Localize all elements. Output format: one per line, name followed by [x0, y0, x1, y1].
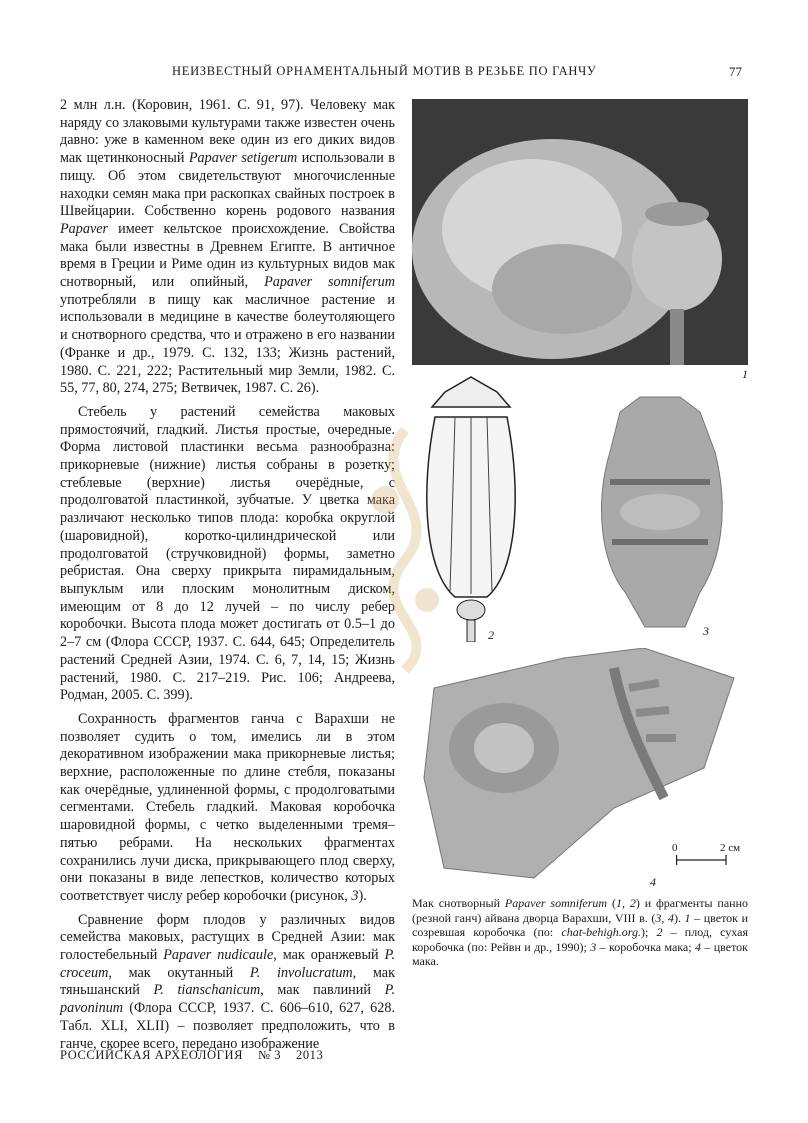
scale-zero: 0	[672, 842, 678, 854]
figure-1-poppy-photo	[412, 99, 748, 365]
figure-2-capsule-drawing	[415, 372, 527, 642]
paragraph-2: Стебель у растений семейства маковых прямостоячий, гладкий. Листья простые, очередные. Форма листовой пластинки весьма разнообразна: прикорневые (нижние) листья собраны в розетку; стеблевые (верхние) листья очерёдные, с продолговатой пластинкой, зубчатые. У цветка мака различают несколько типов плода: коробка округлой (шаровидной), коротко-цилиндрической или продолговатой (стручковидной) формы, заметно ребристая. Она сверху прикрыта пирамидальным, выпуклым или плоским монолитным диском, имеющим от 8 до 12 лучей – по числу ребер коробочки. Высота плода может достигать от 0.5–1 до 2–7 см (Флора СССР, 1937. С. 644, 645; Определитель растений Средней Азии, 1974. С. 6, 7, 14, 15; Жизнь растений, 1980. С. 217–219. Рис. 106; Андреева, Родман, 2005. С. 399).	[60, 403, 395, 704]
scale-line	[676, 855, 728, 865]
paragraph-3: Сохранность фрагментов ганча с Варахши не позволяет судить о том, имелись ли в этом декоративном изображении мака прикорневые листья; верхние, расположенные по длине стебля, показаны как очерёдные, удлиненной формы, с продолговатыми сегментами. Стебель гладкий. Маковая коробочка шаровидной формы, с четко выделенными тремя–пятью ребрами. На нескольких фрагментах сохранились лучи диска, прикрывающего плод сверху, они показаны в виде лепестков, количество которых соответствует числу ребер коробочки (рисунок, 3).	[60, 710, 395, 904]
paragraph-4: Сравнение форм плодов у различных видов семейства маковых, растущих в Средней Азии: мак голостебельный Papaver nudicaule, мак оранжевый P. croceum, мак окутанный P. involucratum, мак тяньшанский P. tianschanicum, мак павлиний P. pavoninum (Флора СССР, 1937. С. 606–610, 627, 628. Табл. XLI, XLII) – позволяет предположить, что в ганче, скорее всего, передано изображение	[60, 911, 395, 1052]
figure-label-1: 1	[742, 367, 748, 381]
journal-issue: № 3	[257, 1048, 282, 1062]
figure-label-3: 3	[703, 624, 709, 638]
page-number: 77	[729, 64, 742, 79]
running-header	[60, 64, 750, 82]
scale-bar	[672, 842, 756, 875]
figure-caption: Мак снотворный Papaver somniferum (1, 2) и фрагменты панно (резной ганч) айвана дворца Варахши, VIII в. (3, 4). 1 – цветок и созревшая коробочка (по: chat-behigh.org.); 2 – плод, сухая коробочка (по: Рейвн и др., 1990); 3 – коробочка мака; 4 – цветок мака.	[412, 896, 749, 968]
journal-name: РОССИЙСКАЯ АРХЕОЛОГИЯ	[60, 1048, 244, 1062]
text-column	[60, 97, 395, 1057]
figure-label-4: 4	[650, 875, 656, 889]
paragraph-1: 2 млн л.н. (Коровин, 1961. С. 91, 97). Человеку мак наряду со злаковыми культурами также известен очень давно: уже в каменном веке один из его диких видов мак щетинконосный Papaver setigerum использовали в пищу. Об этом свидетельствуют многочисленные находки семян мака при раскопках свайных построек в Швейцарии. Собственно корень родового названия Papaver имеет кельтское происхождение. Свойства мака были известны в Древнем Египте. В античное время в Греции и Риме один из культурных видов мак снотворный, или опийный, Papaver somniferum употребляли в пищу как масличное растение и использовали в медицине в качестве болеутоляющего и снотворного средства, что и отражено в его названии (Франке и др., 1979. С. 132, 133; Жизнь растений, 1980. С. 221, 222; Растительный мир Земли, 1982. С. 55, 77, 80, 274, 275; Ветвичек, 1987. С. 26).	[60, 97, 396, 397]
running-title: НЕИЗВЕСТНЫЙ ОРНАМЕНТАЛЬНЫЙ МОТИВ В РЕЗЬБЕ ПО ГАНЧУ	[172, 64, 597, 78]
figure-3-ganch-capsule	[590, 392, 730, 632]
scale-value: 2 см	[720, 842, 741, 854]
running-footer	[60, 1048, 323, 1063]
figure-label-2: 2	[488, 628, 494, 642]
journal-year: 2013	[295, 1048, 324, 1062]
